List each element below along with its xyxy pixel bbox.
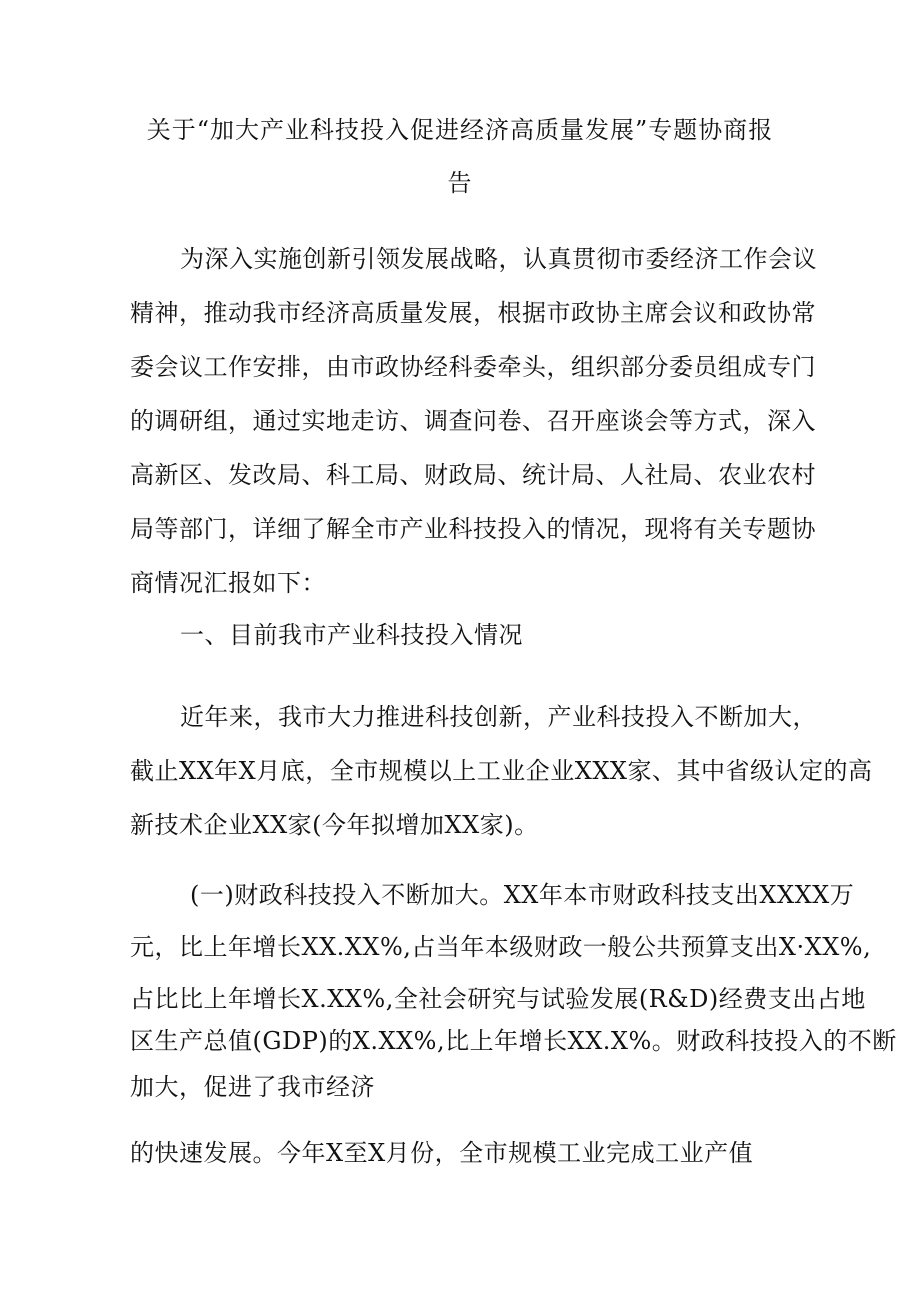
- document-title-line-1: 关于“加大产业科技投入促进经济高质量发展”专题协商报: [146, 116, 774, 144]
- section-1-line-2: 截止XX年X月底，全市规模以上工业企业XXX家、其中省级认定的高: [130, 757, 873, 785]
- intro-line-6: 局等部门，详细了解全市产业科技投入的情况，现将有关专题协: [130, 515, 816, 543]
- section-1-line-1: 近年来，我市大力推进科技创新，产业科技投入不断加大，: [180, 703, 817, 731]
- intro-line-1: 为深入实施创新引领发展战略，认真贯彻市委经济工作会议: [180, 245, 817, 273]
- section-1-heading: 一、目前我市产业科技投入情况: [180, 621, 523, 649]
- subsection-1-line-1: (一)财政科技投入不断加大。XX年本市财政科技支出XXXX万: [190, 881, 855, 909]
- section-1-line-3: 新技术企业XX家(今年拟增加XX家)。: [130, 811, 539, 839]
- continuation-line: 的快速发展。今年X至X月份，全市规模工业完成工业产值: [130, 1139, 754, 1167]
- intro-line-3: 委会议工作安排，由市政协经科委牵头，组织部分委员组成专门: [130, 353, 816, 381]
- subsection-1-line-5: 加大，促进了我市经济: [130, 1073, 375, 1101]
- subsection-1-line-4: 区生产总值(GDP)的X.XX%,比上年增长XX.X%。财政科技投入的不断: [130, 1027, 897, 1055]
- intro-line-5: 高新区、发改局、科工局、财政局、统计局、人社局、农业农村: [130, 461, 816, 489]
- subsection-1-line-2: 元，比上年增长XX.XX%,占当年本级财政一般公共预算支出X·XX%,: [130, 933, 872, 961]
- subsection-1-line-3: 占比比上年增长X.XX%,全社会研究与试验发展(R&D)经费支出占地: [130, 985, 866, 1013]
- intro-line-4: 的调研组，通过实地走访、调查问卷、召开座谈会等方式，深入: [130, 407, 816, 435]
- document-title-line-2: 告: [447, 169, 473, 197]
- intro-line-7: 商情况汇报如下：: [130, 569, 326, 597]
- intro-line-2: 精神，推动我市经济高质量发展，根据市政协主席会议和政协常: [130, 299, 816, 327]
